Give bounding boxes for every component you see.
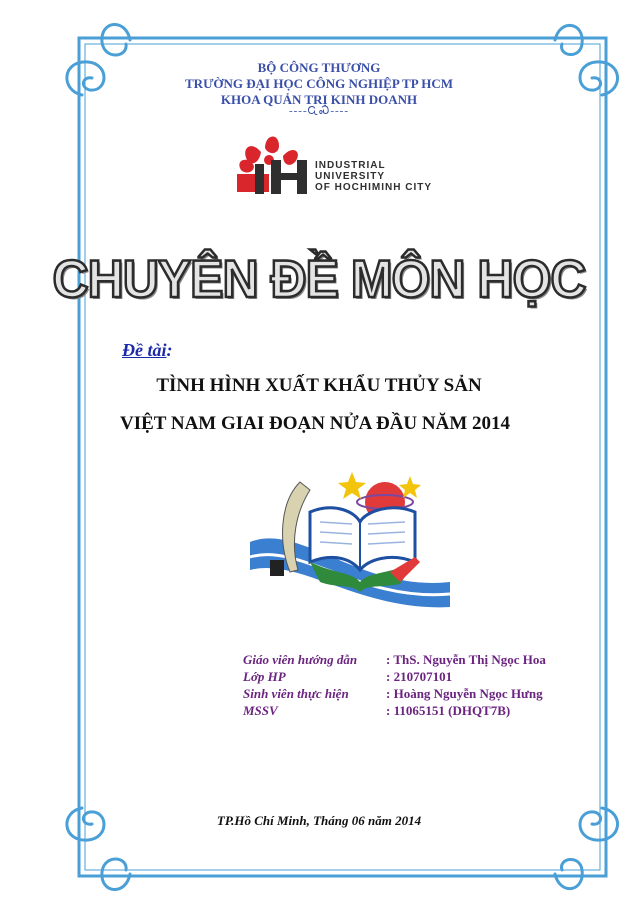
book-clipart bbox=[240, 462, 460, 612]
info-key: Lớp HP bbox=[243, 669, 286, 684]
logo-line-1: INDUSTRIAL bbox=[315, 160, 386, 171]
info-value: : ThS. Nguyễn Thị Ngọc Hoa bbox=[386, 652, 546, 667]
info-key: Giáo viên hướng dẫn bbox=[243, 652, 358, 667]
document-title: CHUYÊN ĐỀ MÔN HỌC bbox=[52, 249, 586, 309]
footer-place-date: TP.Hồ Chí Minh, Tháng 06 năm 2014 bbox=[216, 813, 422, 828]
logo-line-3: OF HOCHIMINH CITY bbox=[315, 182, 432, 193]
info-value: : 210707101 bbox=[386, 669, 453, 684]
ministry-name: BỘ CÔNG THƯƠNG bbox=[257, 60, 381, 75]
logo-flower-icon bbox=[239, 136, 298, 172]
faculty-name: KHOA QUẢN TRỊ KINH DOANH bbox=[220, 92, 418, 107]
info-value: : 11065151 (DHQT7B) bbox=[386, 703, 511, 718]
info-block bbox=[243, 651, 546, 719]
info-key: Sinh viên thực hiện bbox=[243, 686, 349, 701]
topic-label-text: Đề tài bbox=[122, 340, 167, 360]
topic-label-colon: : bbox=[166, 340, 173, 360]
info-row-student-id bbox=[243, 702, 546, 719]
logo-line-2: UNIVERSITY bbox=[315, 171, 386, 182]
topic-line-1: TÌNH HÌNH XUẤT KHẨU THỦY SẢN bbox=[156, 375, 482, 396]
info-row-class bbox=[243, 668, 546, 685]
university-logo bbox=[233, 130, 463, 200]
university-name: TRƯỜNG ĐẠI HỌC CÔNG NGHIỆP TP HCM bbox=[185, 76, 453, 91]
info-key: MSSV bbox=[243, 703, 278, 718]
header-separator: ----ᏩᏍ---- bbox=[288, 105, 350, 117]
info-row-supervisor bbox=[243, 651, 546, 668]
topic-line-2: VIỆT NAM GIAI ĐOẠN NỬA ĐẦU NĂM 2014 bbox=[120, 413, 511, 434]
info-value: : Hoàng Nguyễn Ngọc Hưng bbox=[386, 686, 543, 701]
info-row-student bbox=[243, 685, 546, 702]
topic-label bbox=[122, 340, 173, 361]
